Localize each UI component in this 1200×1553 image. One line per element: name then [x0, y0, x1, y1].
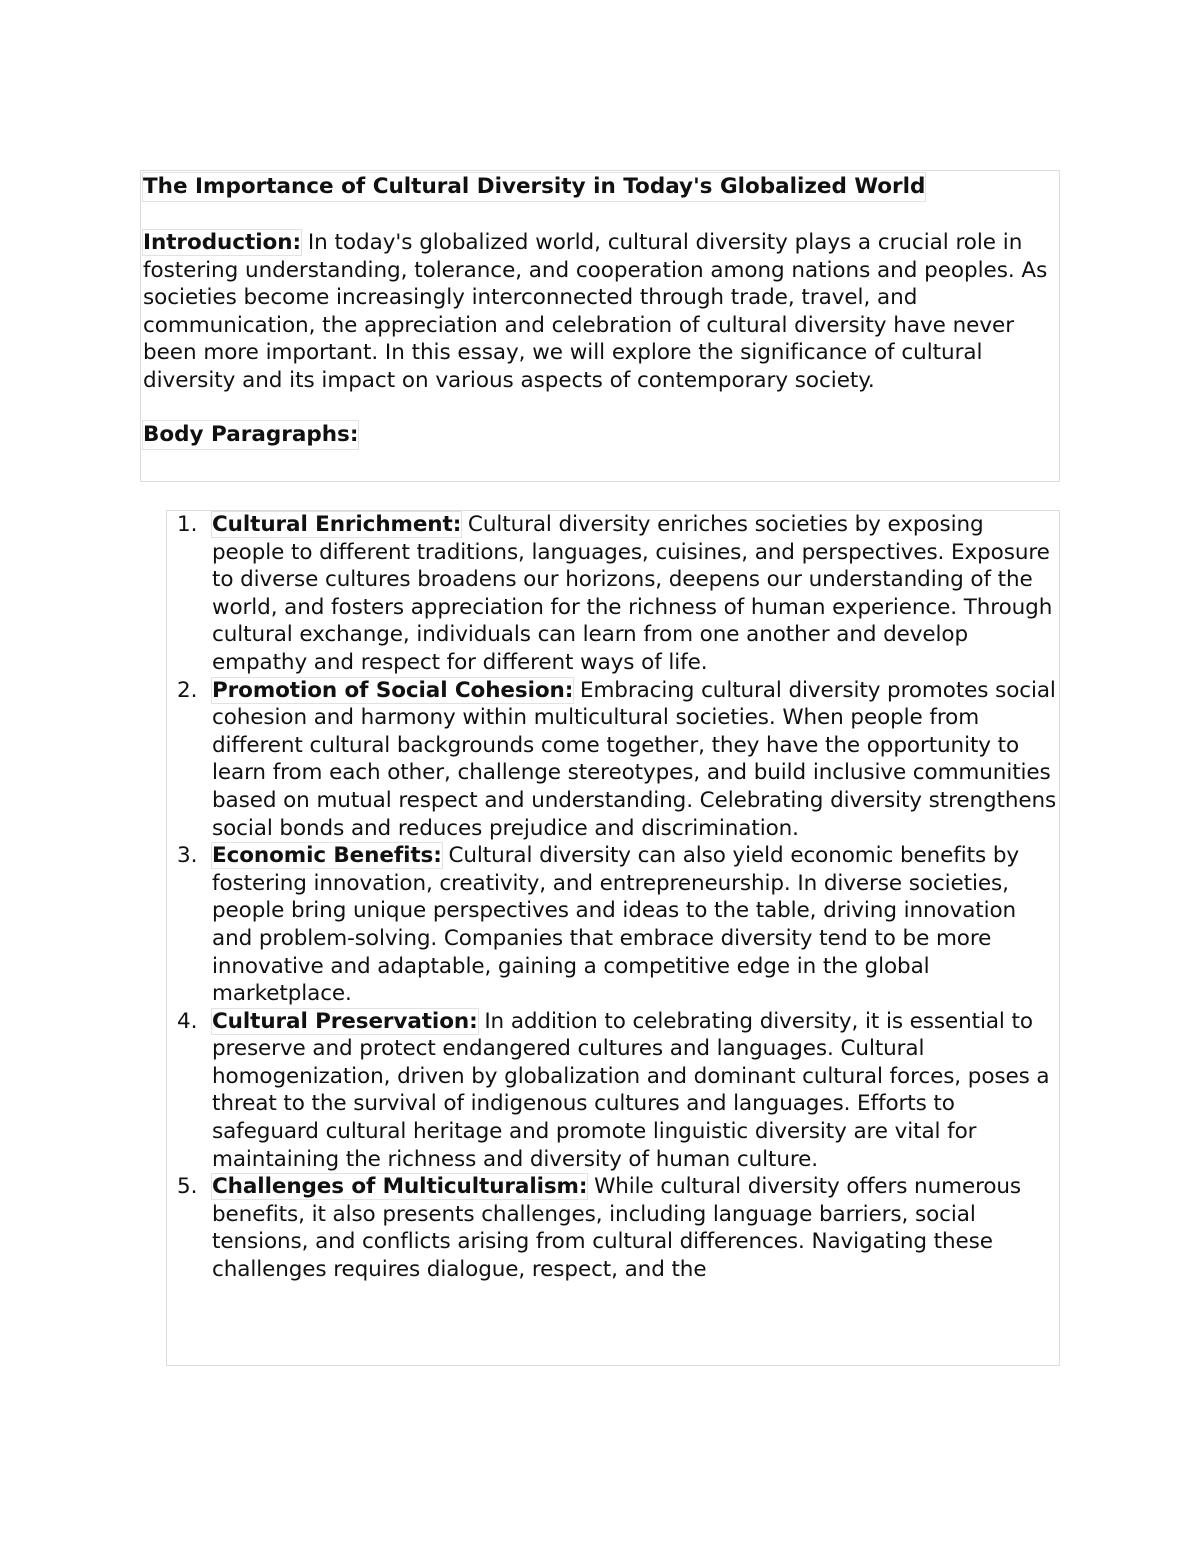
list-item	[167, 1173, 1060, 1283]
list-item-label: Cultural Enrichment:	[212, 512, 462, 537]
body-paragraphs-heading: Body Paragraphs:	[143, 422, 359, 447]
list-item-text: In addition to celebrating diversity, it is essential to preserve and protect endangered cultures and languages. Cultural homogenization, driven by globalization and dominant cultural forces, poses a threat to the survival of indigenous cultures and languages. Efforts to safeguard cultural heritage and promote linguistic diversity are vital for maintaining the richness and diversity of human culture.	[212, 1008, 1050, 1172]
introduction-text: In today's globalized world, cultural diversity plays a crucial role in fostering understanding, tolerance, and cooperation among nations and peoples. As societies become increasingly interconnected through trade, travel, and communication, the appreciation and celebration of cultural diversity have never been more important. In this essay, we will explore the significance of cultural diversity and its impact on various aspects of contemporary society.	[143, 230, 1048, 393]
introduction-label: Introduction:	[143, 230, 302, 255]
document-title: The Importance of Cultural Diversity in Today's Globalized World	[143, 174, 926, 199]
list-item-label: Challenges of Multiculturalism:	[212, 1174, 588, 1200]
body-paragraphs-list	[166, 510, 1060, 1366]
list-item-label: Promotion of Social Cohesion:	[212, 677, 574, 703]
list-item	[167, 842, 1060, 1008]
list-item-number: 1.	[177, 512, 198, 537]
list-item-label: Cultural Preservation:	[212, 1008, 478, 1034]
list-item-number: 4.	[177, 1008, 198, 1034]
list-item	[167, 511, 1060, 677]
list-item-text: Cultural diversity can also yield economic benefits by fostering innovation, creativity, and entrepreneurship. In diverse societies, people bring unique perspectives and ideas to the table, driving innovation and problem-solving. Companies that embrace diversity tend to be more innovative and adaptable, gaining a competitive edge in the global marketplace.	[212, 843, 1019, 1007]
list-item-number: 2.	[177, 677, 198, 703]
list-item	[167, 677, 1060, 843]
introduction-paragraph	[143, 229, 1059, 394]
list-item-text: Embracing cultural diversity promotes social cohesion and harmony within multicultural societies. When people from different cultural backgrounds come together, they have the opportunity to learn from each other, challenge stereotypes, and build inclusive communities based on mutual respect and understanding. Celebrating diversity strengthens social bonds and reduces prejudice and discrimination.	[212, 677, 1057, 841]
list-item	[167, 1008, 1060, 1174]
list-item-label: Economic Benefits:	[212, 843, 442, 869]
list-item-number: 5.	[177, 1174, 198, 1200]
list-item-text: Cultural diversity enriches societies by exposing people to different traditions, languages, cuisines, and perspectives. Exposure to diverse cultures broadens our horizons, deepens our understanding of the world, and fosters appreciation for the richness of human experience. Through cultural exchange, individuals can learn from one another and develop empathy and respect for different ways of life.	[212, 512, 1053, 675]
list-item-number: 3.	[177, 843, 198, 869]
list-item-text: While cultural diversity offers numerous benefits, it also presents challenges, including language barriers, social tensions, and conflicts arising from cultural differences. Navigating these challenges requires dialogue, respect, and the	[212, 1174, 1022, 1283]
introduction-section	[140, 170, 1060, 482]
